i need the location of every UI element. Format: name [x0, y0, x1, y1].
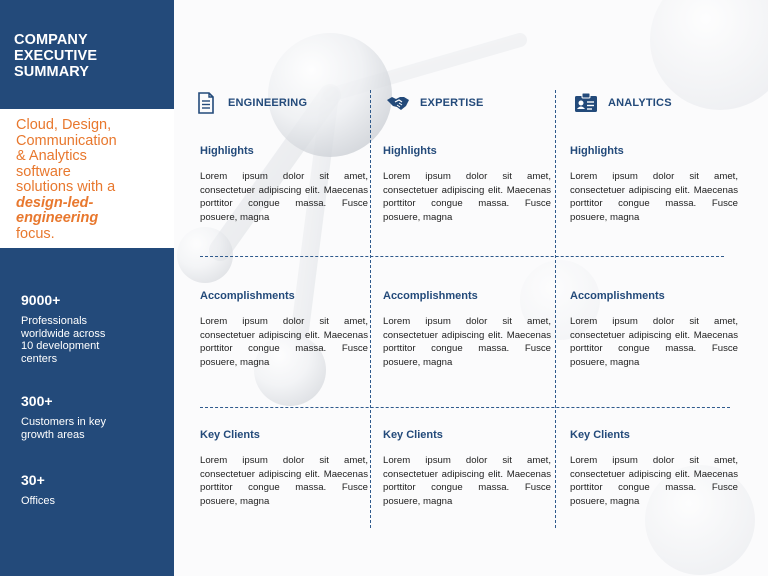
tagline-line: & Analytics [16, 148, 87, 164]
stat-desc-line: Professionals [21, 315, 88, 327]
section-body: Lorem ipsum dolor sit amet, consectetuer adipiscing elit. Maecenas porttitor congue massa. Fusce posuere, magna [570, 316, 738, 369]
engineering-key-clients [200, 428, 368, 509]
column-divider [370, 90, 371, 528]
section-body: Lorem ipsum dolor sit amet, consectetuer adipiscing elit. Maecenas porttitor congue massa. Fusce posuere, magna [383, 455, 551, 508]
stat-description [21, 416, 106, 441]
analytics-key-clients [570, 428, 738, 509]
tagline-tail: focus. [16, 225, 55, 242]
tagline-line: solutions with a [16, 179, 116, 195]
row-divider [200, 256, 724, 257]
stat-offices [21, 472, 55, 508]
title-block [0, 0, 174, 109]
tagline-line: Communication [16, 132, 117, 149]
stat-desc-line: growth areas [21, 428, 85, 441]
tagline-block [0, 109, 174, 248]
row-divider [200, 407, 730, 408]
stat-number: 9000+ [21, 292, 61, 308]
section-heading: Key Clients [383, 429, 443, 441]
tagline-line: Cloud, Design, [16, 117, 112, 133]
expertise-key-clients [383, 428, 551, 509]
engineering-accomplishments [200, 289, 368, 370]
section-body: Lorem ipsum dolor sit amet, consectetuer adipiscing elit. Maecenas porttitor congue massa. Fusce posuere, magna [383, 316, 551, 369]
column-header-label: ENGINEERING [228, 97, 308, 109]
section-heading: Key Clients [570, 429, 630, 441]
section-heading: Accomplishments [570, 290, 665, 302]
engineering-highlights [200, 144, 368, 225]
stat-number: 30+ [21, 472, 45, 488]
stat-professionals [21, 292, 105, 365]
section-body: Lorem ipsum dolor sit amet, consectetuer adipiscing elit. Maecenas porttitor congue massa. Fusce posuere, magna [570, 455, 738, 508]
column-divider [555, 90, 556, 528]
stat-description [21, 495, 55, 508]
stat-desc-line: worldwide across [21, 327, 106, 340]
stat-desc-line: centers [21, 352, 58, 365]
sidebar [0, 0, 174, 576]
tagline-emphasis: engineering [16, 210, 99, 226]
document-icon [194, 92, 218, 114]
stat-desc-line: Customers in key [21, 416, 106, 428]
section-body: Lorem ipsum dolor sit amet, consectetuer adipiscing elit. Maecenas porttitor congue massa. Fusce posuere, magna [200, 171, 368, 224]
section-heading: Accomplishments [383, 290, 478, 302]
analytics-highlights [570, 144, 738, 225]
id-card-icon [574, 92, 598, 114]
section-body: Lorem ipsum dolor sit amet, consectetuer adipiscing elit. Maecenas porttitor congue massa. Fusce posuere, magna [570, 171, 738, 224]
stat-description [21, 315, 105, 365]
section-body: Lorem ipsum dolor sit amet, consectetuer adipiscing elit. Maecenas porttitor congue massa. Fusce posuere, magna [383, 171, 551, 224]
analytics-accomplishments [570, 289, 738, 370]
column-header-label: ANALYTICS [608, 97, 672, 109]
section-body: Lorem ipsum dolor sit amet, consectetuer adipiscing elit. Maecenas porttitor congue massa. Fusce posuere, magna [200, 455, 368, 508]
expertise-accomplishments [383, 289, 551, 370]
column-header-label: EXPERTISE [420, 97, 484, 109]
section-body: Lorem ipsum dolor sit amet, consectetuer adipiscing elit. Maecenas porttitor congue massa. Fusce posuere, magna [200, 316, 368, 369]
main-content [174, 0, 768, 576]
column-header-analytics [574, 90, 672, 116]
title-line: COMPANY [14, 32, 88, 48]
column-header-engineering [194, 90, 307, 116]
title-line: SUMMARY [14, 64, 90, 80]
section-heading: Highlights [200, 145, 254, 157]
stats-block [0, 248, 174, 576]
section-heading: Highlights [570, 145, 624, 157]
expertise-highlights [383, 144, 551, 225]
title-line: EXECUTIVE [14, 48, 98, 64]
stat-desc-line: 10 development [21, 340, 100, 352]
stat-desc-line: Offices [21, 495, 56, 507]
section-heading: Accomplishments [200, 290, 295, 302]
tagline-line: software [16, 163, 71, 180]
handshake-icon [386, 92, 410, 114]
column-header-expertise [386, 90, 484, 116]
stat-customers [21, 393, 106, 441]
section-heading: Key Clients [200, 429, 260, 441]
section-heading: Highlights [383, 145, 437, 157]
stat-number: 300+ [21, 393, 53, 409]
tagline-emphasis: design-led- [16, 194, 94, 211]
